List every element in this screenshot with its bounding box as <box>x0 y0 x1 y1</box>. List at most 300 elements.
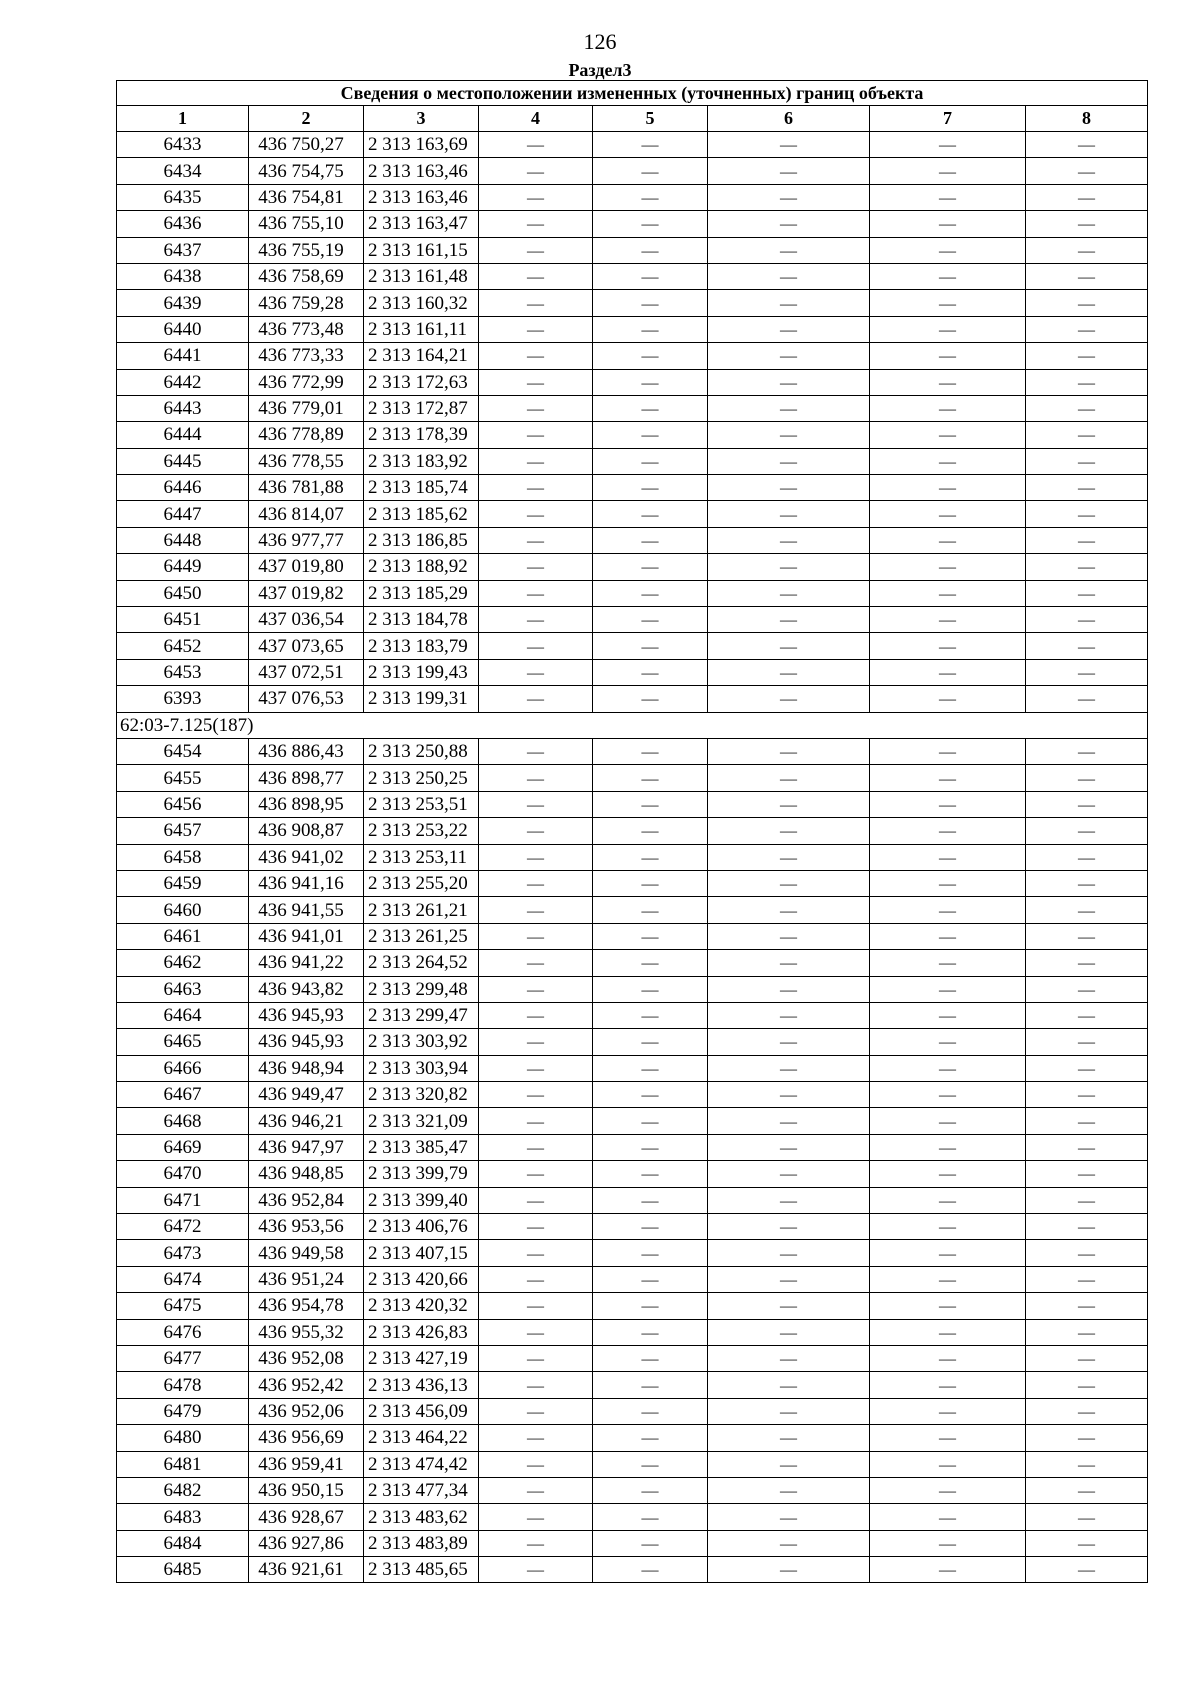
table-row <box>117 1530 1148 1556</box>
empty-cell-dash: — <box>708 1134 870 1160</box>
empty-cell-dash: — <box>479 923 593 949</box>
table-row <box>117 369 1148 395</box>
column-header: 5 <box>593 106 708 132</box>
table-row <box>117 686 1148 712</box>
table-row <box>117 448 1148 474</box>
empty-cell-dash: — <box>593 263 708 289</box>
empty-cell-dash: — <box>593 1161 708 1187</box>
empty-cell-dash: — <box>593 395 708 421</box>
empty-cell-dash: — <box>1026 1319 1148 1345</box>
coordinate-x: 436 948,85 <box>249 1161 364 1187</box>
point-number: 6458 <box>117 844 249 870</box>
empty-cell-dash: — <box>593 1398 708 1424</box>
empty-cell-dash: — <box>708 765 870 791</box>
coordinate-x: 437 076,53 <box>249 686 364 712</box>
empty-cell-dash: — <box>870 1266 1026 1292</box>
empty-cell-dash: — <box>870 501 1026 527</box>
point-number: 6443 <box>117 395 249 421</box>
coordinate-x: 436 759,28 <box>249 290 364 316</box>
empty-cell-dash: — <box>1026 870 1148 896</box>
coordinate-x: 436 952,42 <box>249 1372 364 1398</box>
empty-cell-dash: — <box>870 791 1026 817</box>
coordinate-x: 436 955,32 <box>249 1319 364 1345</box>
coordinate-x: 436 956,69 <box>249 1425 364 1451</box>
empty-cell-dash: — <box>708 1029 870 1055</box>
empty-cell-dash: — <box>479 950 593 976</box>
coordinate-y: 2 313 253,51 <box>364 791 479 817</box>
empty-cell-dash: — <box>593 1557 708 1583</box>
coordinate-y: 2 313 299,47 <box>364 1002 479 1028</box>
point-number: 6481 <box>117 1451 249 1477</box>
empty-cell-dash: — <box>708 633 870 659</box>
coordinate-y: 2 313 185,74 <box>364 475 479 501</box>
coordinate-y: 2 313 483,89 <box>364 1530 479 1556</box>
table-body <box>117 81 1148 1583</box>
table-row <box>117 844 1148 870</box>
empty-cell-dash: — <box>870 527 1026 553</box>
empty-cell-dash: — <box>593 897 708 923</box>
empty-cell-dash: — <box>593 158 708 184</box>
empty-cell-dash: — <box>479 184 593 210</box>
coordinate-x: 436 945,93 <box>249 1029 364 1055</box>
empty-cell-dash: — <box>870 659 1026 685</box>
coordinate-x: 436 943,82 <box>249 976 364 1002</box>
point-number: 6471 <box>117 1187 249 1213</box>
point-number: 6456 <box>117 791 249 817</box>
coordinate-x: 437 073,65 <box>249 633 364 659</box>
empty-cell-dash: — <box>870 1398 1026 1424</box>
empty-cell-dash: — <box>870 475 1026 501</box>
empty-cell-dash: — <box>870 765 1026 791</box>
empty-cell-dash: — <box>1026 1293 1148 1319</box>
point-number: 6457 <box>117 818 249 844</box>
empty-cell-dash: — <box>1026 1451 1148 1477</box>
empty-cell-dash: — <box>593 1134 708 1160</box>
point-number: 6447 <box>117 501 249 527</box>
empty-cell-dash: — <box>708 1451 870 1477</box>
table-row <box>117 1372 1148 1398</box>
point-number: 6464 <box>117 1002 249 1028</box>
empty-cell-dash: — <box>1026 316 1148 342</box>
empty-cell-dash: — <box>479 897 593 923</box>
coordinate-y: 2 313 485,65 <box>364 1557 479 1583</box>
empty-cell-dash: — <box>593 1477 708 1503</box>
empty-cell-dash: — <box>1026 211 1148 237</box>
point-number: 6436 <box>117 211 249 237</box>
empty-cell-dash: — <box>870 184 1026 210</box>
empty-cell-dash: — <box>593 923 708 949</box>
empty-cell-dash: — <box>708 1002 870 1028</box>
empty-cell-dash: — <box>708 290 870 316</box>
empty-cell-dash: — <box>593 501 708 527</box>
point-number: 6474 <box>117 1266 249 1292</box>
empty-cell-dash: — <box>479 290 593 316</box>
coordinate-x: 436 941,02 <box>249 844 364 870</box>
empty-cell-dash: — <box>708 1530 870 1556</box>
point-number: 6444 <box>117 422 249 448</box>
empty-cell-dash: — <box>1026 580 1148 606</box>
coordinate-x: 436 781,88 <box>249 475 364 501</box>
table-row <box>117 395 1148 421</box>
point-number: 6459 <box>117 870 249 896</box>
coordinate-y: 2 313 161,11 <box>364 316 479 342</box>
coordinate-y: 2 313 253,22 <box>364 818 479 844</box>
empty-cell-dash: — <box>593 1214 708 1240</box>
empty-cell-dash: — <box>1026 237 1148 263</box>
table-row <box>117 1055 1148 1081</box>
table-row <box>117 1108 1148 1134</box>
empty-cell-dash: — <box>870 686 1026 712</box>
point-number: 6482 <box>117 1477 249 1503</box>
coordinate-x: 436 959,41 <box>249 1451 364 1477</box>
empty-cell-dash: — <box>870 448 1026 474</box>
empty-cell-dash: — <box>708 422 870 448</box>
empty-cell-dash: — <box>1026 501 1148 527</box>
empty-cell-dash: — <box>593 1372 708 1398</box>
empty-cell-dash: — <box>870 1134 1026 1160</box>
empty-cell-dash: — <box>593 211 708 237</box>
table-row <box>117 633 1148 659</box>
empty-cell-dash: — <box>479 1372 593 1398</box>
column-header: 3 <box>364 106 479 132</box>
empty-cell-dash: — <box>593 343 708 369</box>
empty-cell-dash: — <box>870 1319 1026 1345</box>
point-number: 6454 <box>117 738 249 764</box>
coordinate-y: 2 313 163,69 <box>364 132 479 158</box>
group-row <box>117 712 1148 738</box>
empty-cell-dash: — <box>1026 1055 1148 1081</box>
empty-cell-dash: — <box>708 1293 870 1319</box>
coordinate-y: 2 313 163,46 <box>364 158 479 184</box>
empty-cell-dash: — <box>593 818 708 844</box>
coordinate-y: 2 313 399,79 <box>364 1161 479 1187</box>
coordinate-x: 437 019,82 <box>249 580 364 606</box>
coordinate-x: 436 950,15 <box>249 1477 364 1503</box>
empty-cell-dash: — <box>1026 1108 1148 1134</box>
empty-cell-dash: — <box>1026 950 1148 976</box>
coordinate-x: 436 941,01 <box>249 923 364 949</box>
empty-cell-dash: — <box>708 1161 870 1187</box>
empty-cell-dash: — <box>870 1293 1026 1319</box>
empty-cell-dash: — <box>1026 395 1148 421</box>
coordinate-x: 436 954,78 <box>249 1293 364 1319</box>
point-number: 6470 <box>117 1161 249 1187</box>
coordinate-y: 2 313 407,15 <box>364 1240 479 1266</box>
coordinate-y: 2 313 164,21 <box>364 343 479 369</box>
point-number: 6462 <box>117 950 249 976</box>
coordinate-x: 436 952,06 <box>249 1398 364 1424</box>
table-row <box>117 422 1148 448</box>
empty-cell-dash: — <box>870 1214 1026 1240</box>
table-row <box>117 950 1148 976</box>
point-number: 6434 <box>117 158 249 184</box>
coordinate-y: 2 313 264,52 <box>364 950 479 976</box>
coordinate-y: 2 313 406,76 <box>364 1214 479 1240</box>
empty-cell-dash: — <box>479 1477 593 1503</box>
empty-cell-dash: — <box>593 369 708 395</box>
column-header: 4 <box>479 106 593 132</box>
table-row <box>117 184 1148 210</box>
empty-cell-dash: — <box>593 290 708 316</box>
coordinate-y: 2 313 172,87 <box>364 395 479 421</box>
coordinate-y: 2 313 399,40 <box>364 1187 479 1213</box>
empty-cell-dash: — <box>870 1055 1026 1081</box>
empty-cell-dash: — <box>870 950 1026 976</box>
empty-cell-dash: — <box>708 923 870 949</box>
empty-cell-dash: — <box>708 738 870 764</box>
coordinate-y: 2 313 261,25 <box>364 923 479 949</box>
point-number: 6461 <box>117 923 249 949</box>
empty-cell-dash: — <box>479 818 593 844</box>
empty-cell-dash: — <box>870 211 1026 237</box>
empty-cell-dash: — <box>708 1266 870 1292</box>
empty-cell-dash: — <box>479 686 593 712</box>
empty-cell-dash: — <box>593 633 708 659</box>
point-number: 6455 <box>117 765 249 791</box>
column-header: 8 <box>1026 106 1148 132</box>
empty-cell-dash: — <box>1026 369 1148 395</box>
empty-cell-dash: — <box>479 1266 593 1292</box>
empty-cell-dash: — <box>708 686 870 712</box>
empty-cell-dash: — <box>1026 738 1148 764</box>
empty-cell-dash: — <box>1026 554 1148 580</box>
empty-cell-dash: — <box>870 132 1026 158</box>
empty-cell-dash: — <box>593 844 708 870</box>
point-number: 6453 <box>117 659 249 685</box>
empty-cell-dash: — <box>708 554 870 580</box>
table-row <box>117 501 1148 527</box>
coordinate-y: 2 313 426,83 <box>364 1319 479 1345</box>
empty-cell-dash: — <box>593 580 708 606</box>
coordinate-x: 436 754,81 <box>249 184 364 210</box>
table-row <box>117 554 1148 580</box>
empty-cell-dash: — <box>593 1504 708 1530</box>
coordinate-x: 436 755,10 <box>249 211 364 237</box>
table-row <box>117 923 1148 949</box>
empty-cell-dash: — <box>593 607 708 633</box>
empty-cell-dash: — <box>870 633 1026 659</box>
empty-cell-dash: — <box>708 263 870 289</box>
point-number: 6445 <box>117 448 249 474</box>
table-row <box>117 607 1148 633</box>
empty-cell-dash: — <box>479 316 593 342</box>
empty-cell-dash: — <box>479 527 593 553</box>
point-number: 6440 <box>117 316 249 342</box>
empty-cell-dash: — <box>708 475 870 501</box>
empty-cell-dash: — <box>1026 1214 1148 1240</box>
empty-cell-dash: — <box>708 791 870 817</box>
table-row <box>117 475 1148 501</box>
empty-cell-dash: — <box>593 1319 708 1345</box>
table-row <box>117 1451 1148 1477</box>
point-number: 6475 <box>117 1293 249 1319</box>
empty-cell-dash: — <box>708 1504 870 1530</box>
empty-cell-dash: — <box>593 1002 708 1028</box>
empty-cell-dash: — <box>1026 1161 1148 1187</box>
point-number: 6466 <box>117 1055 249 1081</box>
empty-cell-dash: — <box>1026 475 1148 501</box>
coordinate-x: 436 946,21 <box>249 1108 364 1134</box>
table-row <box>117 870 1148 896</box>
point-number: 6452 <box>117 633 249 659</box>
coordinate-x: 436 779,01 <box>249 395 364 421</box>
point-number: 6484 <box>117 1530 249 1556</box>
empty-cell-dash: — <box>870 1477 1026 1503</box>
coordinate-y: 2 313 186,85 <box>364 527 479 553</box>
empty-cell-dash: — <box>870 844 1026 870</box>
empty-cell-dash: — <box>708 184 870 210</box>
empty-cell-dash: — <box>870 1451 1026 1477</box>
empty-cell-dash: — <box>1026 633 1148 659</box>
coordinate-x: 436 773,33 <box>249 343 364 369</box>
coordinate-y: 2 313 172,63 <box>364 369 479 395</box>
coordinate-y: 2 313 161,15 <box>364 237 479 263</box>
table-title-row <box>117 81 1148 106</box>
empty-cell-dash: — <box>1026 1372 1148 1398</box>
empty-cell-dash: — <box>1026 607 1148 633</box>
empty-cell-dash: — <box>593 976 708 1002</box>
empty-cell-dash: — <box>593 791 708 817</box>
empty-cell-dash: — <box>479 633 593 659</box>
empty-cell-dash: — <box>1026 422 1148 448</box>
empty-cell-dash: — <box>870 395 1026 421</box>
table-row <box>117 580 1148 606</box>
empty-cell-dash: — <box>708 844 870 870</box>
table-row <box>117 316 1148 342</box>
empty-cell-dash: — <box>870 158 1026 184</box>
empty-cell-dash: — <box>708 1372 870 1398</box>
empty-cell-dash: — <box>593 950 708 976</box>
empty-cell-dash: — <box>1026 897 1148 923</box>
table-row <box>117 1134 1148 1160</box>
coordinate-y: 2 313 261,21 <box>364 897 479 923</box>
empty-cell-dash: — <box>870 1029 1026 1055</box>
coordinate-y: 2 313 299,48 <box>364 976 479 1002</box>
empty-cell-dash: — <box>870 1187 1026 1213</box>
coordinate-y: 2 313 477,34 <box>364 1477 479 1503</box>
section-label: Раздел3 <box>568 60 632 80</box>
empty-cell-dash: — <box>870 237 1026 263</box>
coordinate-x: 436 886,43 <box>249 738 364 764</box>
point-number: 6465 <box>117 1029 249 1055</box>
coordinate-y: 2 313 184,78 <box>364 607 479 633</box>
empty-cell-dash: — <box>479 1451 593 1477</box>
empty-cell-dash: — <box>1026 1530 1148 1556</box>
empty-cell-dash: — <box>479 1345 593 1371</box>
empty-cell-dash: — <box>870 1345 1026 1371</box>
table-row <box>117 1240 1148 1266</box>
empty-cell-dash: — <box>708 1055 870 1081</box>
empty-cell-dash: — <box>1026 184 1148 210</box>
coordinate-y: 2 313 456,09 <box>364 1398 479 1424</box>
empty-cell-dash: — <box>593 686 708 712</box>
empty-cell-dash: — <box>479 211 593 237</box>
coordinate-x: 436 977,77 <box>249 527 364 553</box>
empty-cell-dash: — <box>708 1398 870 1424</box>
coordinate-y: 2 313 483,62 <box>364 1504 479 1530</box>
coordinate-x: 436 948,94 <box>249 1055 364 1081</box>
empty-cell-dash: — <box>1026 263 1148 289</box>
empty-cell-dash: — <box>479 501 593 527</box>
coordinate-y: 2 313 474,42 <box>364 1451 479 1477</box>
empty-cell-dash: — <box>870 343 1026 369</box>
empty-cell-dash: — <box>479 1504 593 1530</box>
table-row <box>117 1002 1148 1028</box>
empty-cell-dash: — <box>593 1530 708 1556</box>
empty-cell-dash: — <box>479 343 593 369</box>
table-row <box>117 263 1148 289</box>
point-number: 6439 <box>117 290 249 316</box>
empty-cell-dash: — <box>870 818 1026 844</box>
empty-cell-dash: — <box>1026 158 1148 184</box>
empty-cell-dash: — <box>1026 1240 1148 1266</box>
coordinate-y: 2 313 183,92 <box>364 448 479 474</box>
empty-cell-dash: — <box>1026 132 1148 158</box>
point-number: 6446 <box>117 475 249 501</box>
empty-cell-dash: — <box>1026 527 1148 553</box>
empty-cell-dash: — <box>708 659 870 685</box>
empty-cell-dash: — <box>479 1002 593 1028</box>
point-number: 6448 <box>117 527 249 553</box>
empty-cell-dash: — <box>479 976 593 1002</box>
table-row <box>117 791 1148 817</box>
coordinate-y: 2 313 163,47 <box>364 211 479 237</box>
empty-cell-dash: — <box>1026 844 1148 870</box>
empty-cell-dash: — <box>870 897 1026 923</box>
coordinate-y: 2 313 160,32 <box>364 290 479 316</box>
empty-cell-dash: — <box>1026 448 1148 474</box>
table-row <box>117 1266 1148 1292</box>
table-row <box>117 1029 1148 1055</box>
table-row <box>117 1214 1148 1240</box>
empty-cell-dash: — <box>1026 1002 1148 1028</box>
empty-cell-dash: — <box>479 1161 593 1187</box>
empty-cell-dash: — <box>708 870 870 896</box>
empty-cell-dash: — <box>479 158 593 184</box>
table-row <box>117 290 1148 316</box>
empty-cell-dash: — <box>1026 1029 1148 1055</box>
coordinate-x: 436 952,08 <box>249 1345 364 1371</box>
empty-cell-dash: — <box>708 1082 870 1108</box>
coordinate-x: 437 072,51 <box>249 659 364 685</box>
coordinate-x: 436 949,58 <box>249 1240 364 1266</box>
empty-cell-dash: — <box>708 1187 870 1213</box>
point-number: 6463 <box>117 976 249 1002</box>
empty-cell-dash: — <box>708 1108 870 1134</box>
point-number: 6467 <box>117 1082 249 1108</box>
coordinate-x: 436 778,89 <box>249 422 364 448</box>
empty-cell-dash: — <box>708 527 870 553</box>
empty-cell-dash: — <box>870 1082 1026 1108</box>
coordinate-y: 2 313 250,88 <box>364 738 479 764</box>
column-header: 2 <box>249 106 364 132</box>
table-row <box>117 897 1148 923</box>
coordinate-x: 436 951,24 <box>249 1266 364 1292</box>
coordinate-x: 436 921,61 <box>249 1557 364 1583</box>
point-number: 6485 <box>117 1557 249 1583</box>
empty-cell-dash: — <box>870 1240 1026 1266</box>
empty-cell-dash: — <box>870 263 1026 289</box>
empty-cell-dash: — <box>708 818 870 844</box>
coordinate-y: 2 313 199,43 <box>364 659 479 685</box>
coordinate-y: 2 313 253,11 <box>364 844 479 870</box>
empty-cell-dash: — <box>593 554 708 580</box>
empty-cell-dash: — <box>593 1345 708 1371</box>
point-number: 6478 <box>117 1372 249 1398</box>
table-row <box>117 1319 1148 1345</box>
coordinate-x: 436 772,99 <box>249 369 364 395</box>
empty-cell-dash: — <box>1026 1187 1148 1213</box>
